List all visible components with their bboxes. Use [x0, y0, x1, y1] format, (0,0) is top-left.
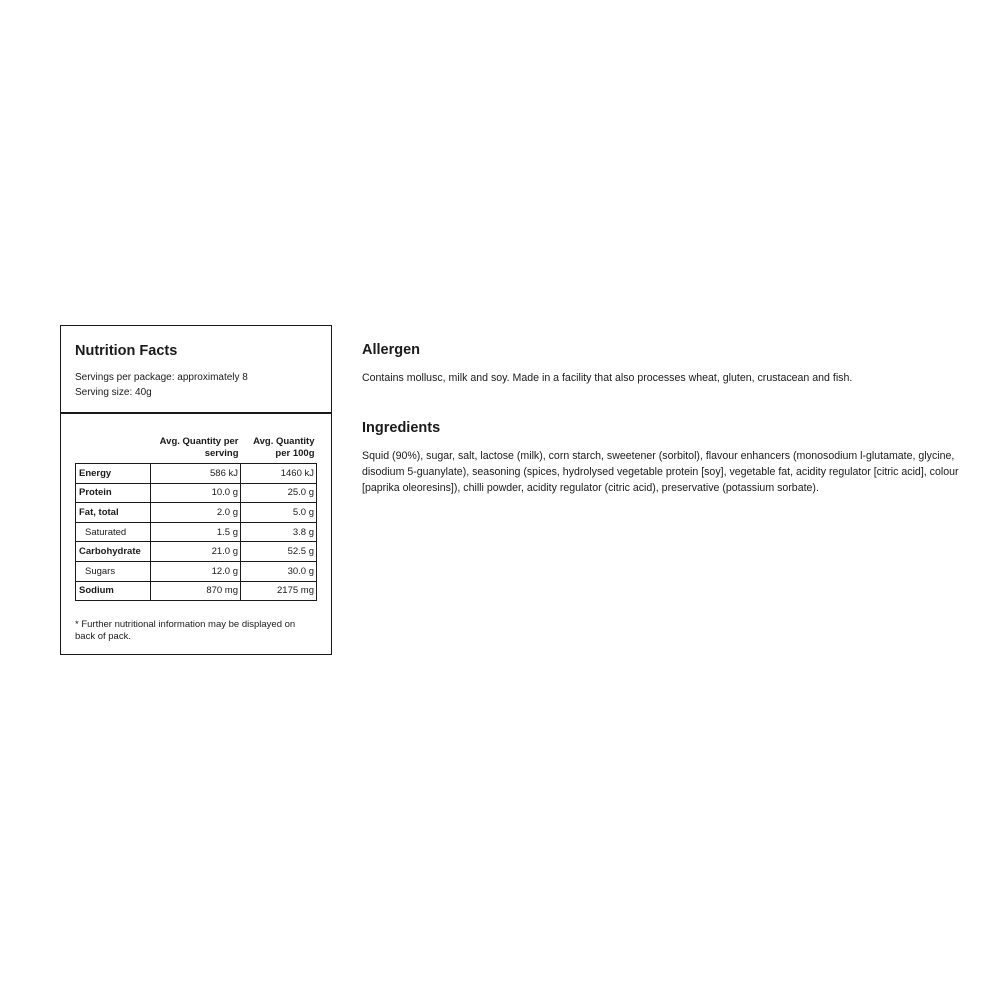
- nutrition-row-sodium: [76, 581, 317, 601]
- row-per-100g: 1460 kJ: [241, 464, 317, 484]
- row-label: Carbohydrate: [76, 542, 151, 562]
- row-per-100g: 52.5 g: [241, 542, 317, 562]
- row-per-serving: 21.0 g: [151, 542, 241, 562]
- nutrition-facts-panel: [60, 325, 332, 655]
- nutrition-table: [75, 436, 317, 601]
- allergen-section: [362, 340, 962, 386]
- row-per-serving: 870 mg: [151, 581, 241, 601]
- row-label: Saturated: [76, 522, 151, 542]
- nutrition-row-energy: [76, 464, 317, 484]
- nutrition-footnote: * Further nutritional information may be displayed on back of pack.: [75, 619, 296, 643]
- row-label: Protein: [76, 483, 151, 503]
- row-per-serving: 586 kJ: [151, 464, 241, 484]
- label-column-header: [76, 436, 151, 464]
- serving-size: Serving size: 40g: [75, 387, 152, 398]
- ingredients-section: [362, 418, 962, 496]
- row-per-serving: 12.0 g: [151, 561, 241, 581]
- row-per-100g: 5.0 g: [241, 503, 317, 523]
- row-per-serving: 1.5 g: [151, 522, 241, 542]
- ingredients-title: Ingredients: [362, 420, 441, 436]
- allergen-title: Allergen: [362, 342, 421, 358]
- nutrition-row-protein: [76, 483, 317, 503]
- nutrition-table-header-row: [76, 436, 317, 464]
- row-label: Sodium: [76, 581, 151, 601]
- row-per-100g: 25.0 g: [241, 483, 317, 503]
- nutrition-row-sugars: [76, 561, 317, 581]
- per-serving-header: Avg. Quantity per serving: [151, 436, 241, 464]
- row-per-100g: 2175 mg: [241, 581, 317, 601]
- nutrition-row-carbohydrate: [76, 542, 317, 562]
- allergen-text: Contains mollusc, milk and soy. Made in a facility that also processes wheat, gluten, crustacean and fish.: [362, 372, 853, 384]
- nutrition-row-saturated: [76, 522, 317, 542]
- nutrition-row-fat-total: [76, 503, 317, 523]
- nutrition-table-wrap: [61, 414, 331, 601]
- ingredients-text: Squid (90%), sugar, salt, lactose (milk), corn starch, sweetener (sorbitol), flavour enhancers (monosodium l-glutamate, glycine, disodium 5-guanylate), seasoning (spices, hydrolysed vegetable protein [soy], vegetable fat, acidity regulator [citric acid], colour [paprika oleoresins]), chilli powder, acidity regulator (citric acid), preservative (potassium sorbate).: [362, 450, 959, 494]
- nutrition-title: Nutrition Facts: [75, 343, 178, 359]
- row-label: Sugars: [76, 561, 151, 581]
- per-100g-header: Avg. Quantity per 100g: [241, 436, 317, 464]
- row-per-100g: 30.0 g: [241, 561, 317, 581]
- row-per-100g: 3.8 g: [241, 522, 317, 542]
- row-label: Fat, total: [76, 503, 151, 523]
- row-per-serving: 2.0 g: [151, 503, 241, 523]
- row-label: Energy: [76, 464, 151, 484]
- servings-per-package: Servings per package: approximately 8: [75, 372, 248, 383]
- nutrition-header: [61, 326, 331, 414]
- row-per-serving: 10.0 g: [151, 483, 241, 503]
- product-info-column: [362, 340, 962, 496]
